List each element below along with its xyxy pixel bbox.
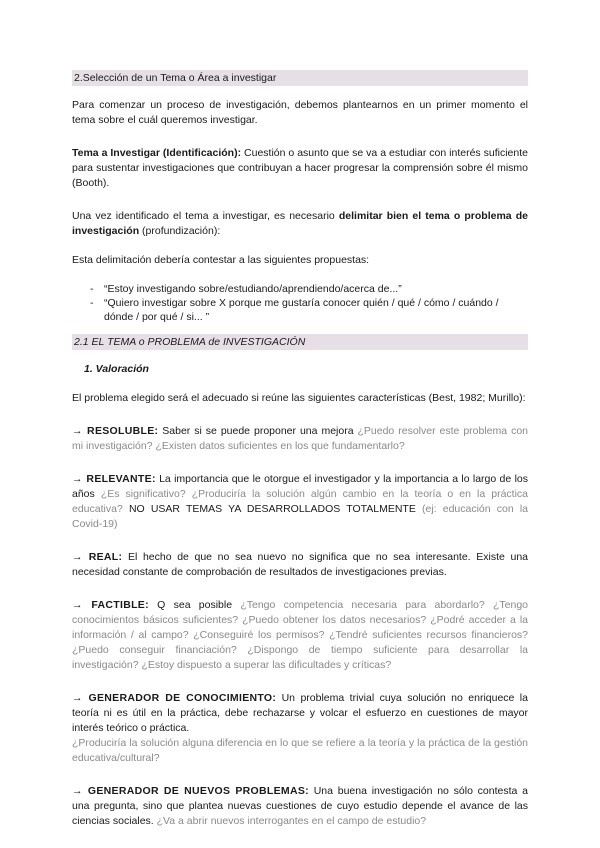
criterion-generador-conocimiento: [72, 691, 528, 736]
criterion-questions: ¿Va a abrir nuevos interrogantes en el campo de estudio?: [156, 815, 427, 827]
criterion-label: → RESOLUBLE:: [72, 425, 159, 437]
delimit-text-pre: Una vez identificado el tema a investigar, es necesario: [72, 210, 339, 222]
delimit-text-bold: delimitar bien el tema o problema de investigación: [72, 210, 528, 237]
criteria-intro: El problema elegido será el adecuado si reúne las siguientes características (Best, 1982; Murillo):: [72, 392, 526, 404]
criterion-generador-problemas: [72, 784, 528, 829]
criterion-questions: ¿Es significativo? ¿Produciría la solución algún cambio en la teoría o en la práctica educativa?: [72, 488, 528, 515]
criterion-label: → GENERADOR DE NUEVOS PROBLEMAS:: [72, 785, 309, 797]
criterion-text: Una buena investigación no sólo contesta a una pregunta, sino que plantea nuevas cuestiones de cuyo estudio depende el avance de las ciencias sociales.: [72, 785, 528, 827]
list-item: - “Quiero investigar sobre X porque me gustaría conocer quién / qué / cómo / cuándo / dónde / por qué / si... ”: [90, 296, 528, 324]
criterion-label: → RELEVANTE:: [72, 473, 156, 485]
criterion-label: → GENERADOR DE CONOCIMIENTO:: [72, 692, 277, 704]
criterion-relevante: [72, 472, 528, 532]
proposals-intro: Esta delimitación debería contestar a las siguientes propuestas:: [72, 254, 370, 266]
criterion-real: [72, 550, 528, 580]
criterion-label: → FACTIBLE:: [72, 599, 149, 611]
criterion-questions: ¿Produciría la solución alguna diferencia en lo que se refiere a la teoría y la práctica de la gestión educativa/cultural?: [72, 737, 528, 764]
definition-text: Cuestión o asunto que se va a estudiar con interés suficiente para sustentar investigaciones que contribuyan a hacer progresar la comprensión sobre él mismo (Booth).: [72, 147, 528, 189]
criterion-text: El hecho de que no sea nuevo no significa que no sea interesante. Existe una necesidad constante de comprobación de resultados de investigaciones previas.: [72, 551, 528, 578]
section-heading-1: 2.Selección de un Tema o Área a investigar: [72, 70, 528, 86]
criterion-example: (ej: educación con la Covid-19): [72, 503, 529, 530]
criterion-text: Q sea posible: [148, 599, 241, 611]
criterion-resoluble: [72, 424, 528, 454]
criterion-text: La importancia que le otorgue el investigador y la importancia a lo largo de los años: [72, 473, 528, 500]
criterion-warning: NO USAR TEMAS YA DESARROLLADOS TOTALMENTE: [122, 503, 422, 515]
criterion-label: → REAL:: [72, 551, 123, 563]
criterion-factible: [72, 598, 528, 673]
criterion-text: Un problema trivial cuya solución no enriquece la teoría ni es útil en la práctica, debe rechazarse y volcar el esfuerzo en cuestiones de mayor interés teórico o práctica.: [72, 692, 528, 734]
criterion-text: Saber si se puede proponer una mejora: [158, 425, 358, 437]
intro-paragraph: Para comenzar un proceso de investigación, debemos plantearnos en un primer momento el tema sobre el cuál queremos investigar.: [72, 99, 528, 126]
section-heading-2: 2.1 EL TEMA o PROBLEMA de INVESTIGACIÓN: [72, 334, 528, 350]
list-item: - “Estoy investigando sobre/estudiando/aprendiendo/acerca de...”: [90, 282, 528, 296]
definition-paragraph: [72, 146, 528, 191]
criterion-questions: ¿Tengo competencia necesaria para abordarlo? ¿Tengo conocimientos básicos suficientes? ¿Puedo obtener los datos necesarios? ¿Podré acceder a la información / al campo? ¿Conseguiré los permisos? ¿Tendré suficientes recursos financieros? ¿Puedo conseguir financiación? ¿Dispongo de tiempo suficiente para desarrollar la investigación? ¿Estoy dispuesto a superar las dificultades y críticas?: [72, 599, 528, 671]
proposals-list: [72, 282, 528, 324]
definition-label: Tema a Investigar (Identificación):: [72, 147, 242, 159]
subheading-valoracion: 1. Valoración: [84, 363, 149, 375]
delimit-paragraph: [72, 209, 528, 239]
delimit-text-post: (profundización):: [139, 225, 221, 237]
criterion-questions: ¿Puedo resolver este problema con mi investigación? ¿Existen datos suficientes en los que fundamentarlo?: [72, 425, 528, 452]
